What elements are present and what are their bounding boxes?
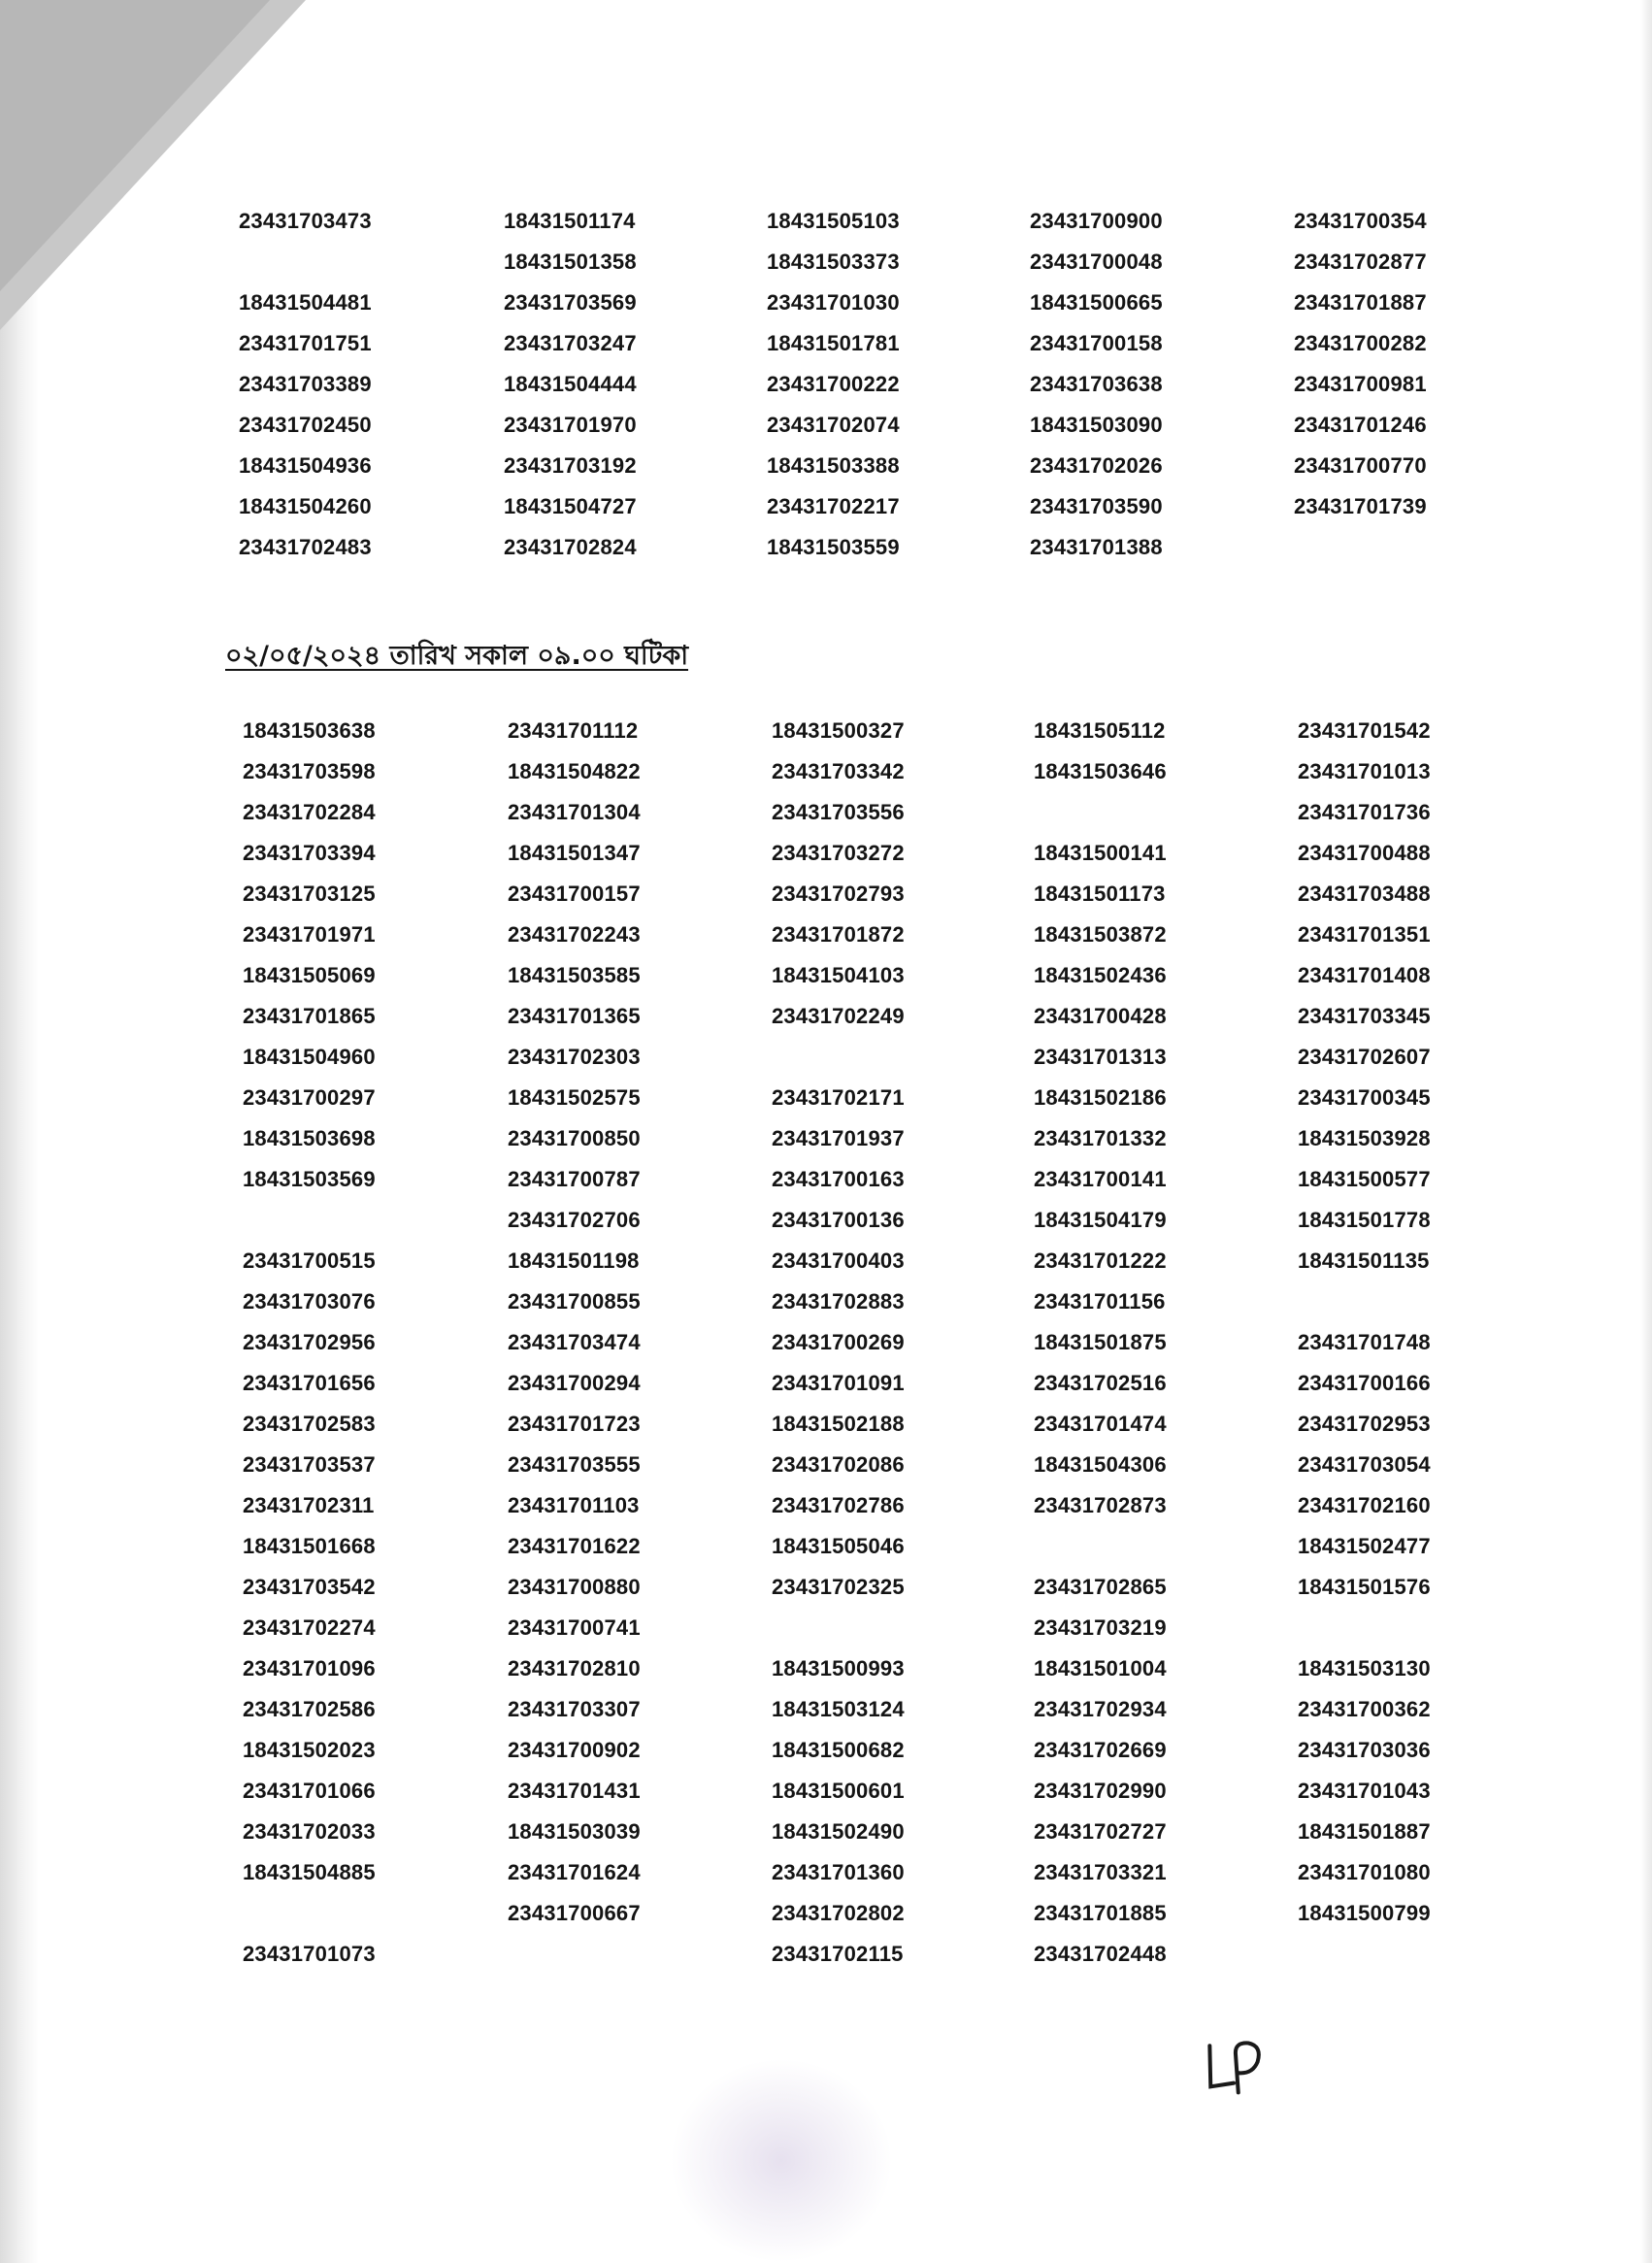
- roll-number: 18431500682: [772, 1738, 905, 1762]
- roll-number: 23431700880: [508, 1575, 641, 1599]
- roll-number: 18431504103: [772, 963, 905, 987]
- roll-number: 18431501173: [1034, 882, 1166, 906]
- roll-number: 23431703219: [1034, 1615, 1167, 1640]
- roll-number: 23431703389: [239, 372, 372, 396]
- roll-number: 23431700269: [772, 1330, 905, 1354]
- roll-number: 23431702115: [772, 1942, 904, 1966]
- roll-number: 23431703394: [243, 841, 376, 865]
- roll-number: 23431703488: [1298, 882, 1431, 906]
- roll-number: 23431702516: [1034, 1371, 1167, 1395]
- roll-number: 18431504444: [504, 372, 637, 396]
- roll-number: 18431501347: [508, 841, 641, 865]
- roll-number: 18431503585: [508, 963, 641, 987]
- roll-number: 23431702607: [1298, 1045, 1431, 1069]
- roll-number: 18431500141: [1034, 841, 1167, 865]
- roll-number: 23431702284: [243, 800, 376, 824]
- roll-number: 23431702274: [243, 1615, 376, 1640]
- roll-number: 23431701885: [1034, 1901, 1167, 1925]
- roll-number: 23431703473: [239, 209, 372, 233]
- roll-number: 23431700362: [1298, 1697, 1431, 1721]
- roll-number: 18431500327: [772, 718, 905, 743]
- roll-number: 23431700157: [508, 882, 641, 906]
- roll-number: 23431702448: [1034, 1942, 1167, 1966]
- roll-number: 23431703272: [772, 841, 905, 865]
- roll-number: 23431702074: [767, 413, 900, 437]
- roll-number: 23431703569: [504, 290, 637, 315]
- roll-number: 23431700488: [1298, 841, 1431, 865]
- roll-number: 18431500993: [772, 1656, 905, 1681]
- roll-number: 23431703556: [772, 800, 905, 824]
- roll-number: 23431701872: [772, 922, 905, 947]
- roll-number: 23431702956: [243, 1330, 376, 1354]
- roll-number: 23431701332: [1034, 1126, 1167, 1150]
- roll-number: 23431700166: [1298, 1371, 1431, 1395]
- roll-number: 23431700136: [772, 1208, 905, 1232]
- roll-number: 18431504179: [1034, 1208, 1167, 1232]
- roll-number: 23431700515: [243, 1248, 376, 1273]
- roll-number: 23431702786: [772, 1493, 905, 1517]
- roll-number: 23431701388: [1030, 535, 1163, 559]
- roll-number: 18431505112: [1034, 718, 1166, 743]
- roll-number: 18431502188: [772, 1412, 905, 1436]
- roll-number: 18431505103: [767, 209, 900, 233]
- roll-number: 23431700048: [1030, 250, 1163, 274]
- roll-number: 23431702802: [772, 1901, 905, 1925]
- roll-number: 18431503124: [772, 1697, 905, 1721]
- roll-number: 23431700855: [508, 1289, 641, 1314]
- roll-number: 18431501174: [504, 209, 636, 233]
- roll-number: 23431702243: [508, 922, 641, 947]
- roll-number: 18431503373: [767, 250, 900, 274]
- roll-number: 23431702586: [243, 1697, 376, 1721]
- roll-number: 18431501668: [243, 1534, 376, 1558]
- roll-number: 23431700850: [508, 1126, 641, 1150]
- roll-number: 23431702810: [508, 1656, 641, 1681]
- roll-number: 23431702706: [508, 1208, 641, 1232]
- roll-number: 23431701304: [508, 800, 641, 824]
- roll-number: 23431702990: [1034, 1779, 1167, 1803]
- roll-number: 23431700158: [1030, 331, 1163, 355]
- roll-number: 23431702793: [772, 882, 905, 906]
- roll-number: 23431701103: [508, 1493, 640, 1517]
- roll-number: 23431700345: [1298, 1085, 1431, 1110]
- roll-number: 23431702033: [243, 1819, 376, 1844]
- roll-number: 23431701360: [772, 1860, 905, 1884]
- roll-number: 18431505069: [243, 963, 376, 987]
- roll-number: 18431501576: [1298, 1575, 1431, 1599]
- folded-corner-shadow: [0, 0, 270, 291]
- roll-number: 18431505046: [772, 1534, 905, 1558]
- roll-number: 23431701723: [508, 1412, 641, 1436]
- roll-number: 23431703598: [243, 759, 376, 783]
- roll-number: 23431702171: [772, 1085, 905, 1110]
- roll-number: 18431501778: [1298, 1208, 1431, 1232]
- roll-number: 23431702865: [1034, 1575, 1167, 1599]
- roll-number: 18431501887: [1298, 1819, 1431, 1844]
- roll-number: 23431701246: [1294, 413, 1427, 437]
- roll-number: 23431701222: [1034, 1248, 1167, 1273]
- handwritten-initial: [1202, 2031, 1284, 2104]
- roll-number: 23431703247: [504, 331, 637, 355]
- roll-number: 18431503638: [243, 718, 376, 743]
- session-heading: ০২/০৫/২০২৪ তারিখ সকাল ০৯.০০ ঘটিকা: [225, 641, 689, 671]
- roll-number: 23431701043: [1298, 1779, 1431, 1803]
- roll-number: 23431703125: [243, 882, 376, 906]
- roll-number: 23431700297: [243, 1085, 376, 1110]
- roll-number: 23431702217: [767, 494, 900, 518]
- roll-number: 18431501004: [1034, 1656, 1167, 1681]
- roll-number: 23431701351: [1298, 922, 1431, 947]
- roll-number: 23431701474: [1034, 1412, 1167, 1436]
- roll-number: 23431701080: [1298, 1860, 1431, 1884]
- roll-number: 23431701751: [239, 331, 372, 355]
- roll-number: 18431504727: [504, 494, 637, 518]
- roll-number: 18431503090: [1030, 413, 1163, 437]
- roll-number: 23431701748: [1298, 1330, 1431, 1354]
- roll-number: 23431701622: [508, 1534, 641, 1558]
- roll-number: 18431502023: [243, 1738, 376, 1762]
- roll-number: 18431503928: [1298, 1126, 1431, 1150]
- roll-number: 18431504822: [508, 759, 641, 783]
- roll-number: 18431503646: [1034, 759, 1167, 783]
- roll-number: 23431703474: [508, 1330, 641, 1354]
- roll-number: 18431503698: [243, 1126, 376, 1150]
- roll-number: 23431701656: [243, 1371, 376, 1395]
- roll-number: 23431701096: [243, 1656, 376, 1681]
- roll-number: 18431504960: [243, 1045, 376, 1069]
- roll-number: 18431501781: [767, 331, 900, 355]
- roll-number: 18431500601: [772, 1779, 905, 1803]
- roll-number: 23431702483: [239, 535, 372, 559]
- roll-number: 23431701970: [504, 413, 637, 437]
- roll-number: 23431701112: [508, 718, 639, 743]
- roll-number: 23431703321: [1034, 1860, 1167, 1884]
- roll-number: 18431502186: [1034, 1085, 1167, 1110]
- roll-number: 23431700900: [1030, 209, 1163, 233]
- roll-number: 23431702727: [1034, 1819, 1167, 1844]
- roll-number: 23431703076: [243, 1289, 376, 1314]
- roll-number: 18431503388: [767, 453, 900, 478]
- roll-number: 18431504306: [1034, 1452, 1167, 1477]
- roll-number: 18431502436: [1034, 963, 1167, 987]
- roll-number: 18431501875: [1034, 1330, 1167, 1354]
- roll-number: 23431701408: [1298, 963, 1431, 987]
- roll-number: 23431701073: [243, 1942, 376, 1966]
- roll-number: 18431504885: [243, 1860, 376, 1884]
- roll-number: 23431700667: [508, 1901, 641, 1925]
- roll-number: 23431702873: [1034, 1493, 1167, 1517]
- roll-number: 18431504260: [239, 494, 372, 518]
- roll-number: 23431702303: [508, 1045, 641, 1069]
- roll-number: 18431502490: [772, 1819, 905, 1844]
- roll-number: 23431700141: [1034, 1167, 1167, 1191]
- roll-number: 23431701624: [508, 1860, 641, 1884]
- roll-number: 23431701431: [508, 1779, 641, 1803]
- roll-number: 23431703192: [504, 453, 637, 478]
- roll-number: 23431702953: [1298, 1412, 1431, 1436]
- roll-number: 18431504481: [239, 290, 372, 315]
- roll-number: 18431503569: [243, 1167, 376, 1191]
- roll-number: 23431703638: [1030, 372, 1163, 396]
- roll-number: 23431700981: [1294, 372, 1427, 396]
- roll-number: 23431701030: [767, 290, 900, 315]
- roll-number: 23431703342: [772, 759, 905, 783]
- roll-number: 23431702086: [772, 1452, 905, 1477]
- roll-number: 18431501135: [1298, 1248, 1430, 1273]
- roll-number: 18431501198: [508, 1248, 640, 1273]
- roll-number: 18431502575: [508, 1085, 641, 1110]
- roll-number: 23431701091: [772, 1371, 905, 1395]
- roll-number: 18431503559: [767, 535, 900, 559]
- roll-number: 23431700294: [508, 1371, 641, 1395]
- roll-number: 23431700902: [508, 1738, 641, 1762]
- roll-number: 23431702325: [772, 1575, 905, 1599]
- roll-number: 23431700787: [508, 1167, 641, 1191]
- roll-number: 23431701313: [1034, 1045, 1167, 1069]
- roll-number: 23431701736: [1298, 800, 1431, 824]
- roll-number: 18431500665: [1030, 290, 1163, 315]
- roll-number: 23431702311: [243, 1493, 375, 1517]
- roll-number: 23431700222: [767, 372, 900, 396]
- roll-number: 23431700282: [1294, 331, 1427, 355]
- roll-number: 23431701971: [243, 922, 376, 947]
- roll-number: 23431701937: [772, 1126, 905, 1150]
- roll-number: 23431702249: [772, 1004, 905, 1028]
- roll-number: 23431700403: [772, 1248, 905, 1273]
- roll-number: 23431701865: [243, 1004, 376, 1028]
- roll-number: 18431503130: [1298, 1656, 1431, 1681]
- roll-number: 23431702669: [1034, 1738, 1167, 1762]
- roll-number: 23431703036: [1298, 1738, 1431, 1762]
- roll-number: 23431701887: [1294, 290, 1427, 315]
- roll-number: 18431501358: [504, 250, 637, 274]
- roll-number: 23431700770: [1294, 453, 1427, 478]
- roll-number: 18431503872: [1034, 922, 1167, 947]
- roll-number: 18431500799: [1298, 1901, 1431, 1925]
- roll-number: 23431703307: [508, 1697, 641, 1721]
- roll-number: 18431502477: [1298, 1534, 1431, 1558]
- roll-number: 23431700163: [772, 1167, 905, 1191]
- roll-number: 23431701542: [1298, 718, 1431, 743]
- roll-number: 23431702583: [243, 1412, 376, 1436]
- roll-number: 23431703054: [1298, 1452, 1431, 1477]
- roll-number: 23431700428: [1034, 1004, 1167, 1028]
- roll-number: 23431703537: [243, 1452, 376, 1477]
- roll-number: 23431701066: [243, 1779, 376, 1803]
- roll-number: 23431703555: [508, 1452, 641, 1477]
- roll-number: 23431700354: [1294, 209, 1427, 233]
- roll-number: 18431504936: [239, 453, 372, 478]
- roll-number: 23431703590: [1030, 494, 1163, 518]
- roll-number: 23431702160: [1298, 1493, 1431, 1517]
- roll-number: 23431702934: [1034, 1697, 1167, 1721]
- roll-number: 23431703345: [1298, 1004, 1431, 1028]
- roll-number: 18431500577: [1298, 1167, 1431, 1191]
- roll-number: 23431702824: [504, 535, 637, 559]
- roll-number: 23431702883: [772, 1289, 905, 1314]
- roll-number: 23431702877: [1294, 250, 1427, 274]
- roll-number: 23431702450: [239, 413, 372, 437]
- roll-number: 23431701013: [1298, 759, 1431, 783]
- roll-number: 23431700741: [508, 1615, 641, 1640]
- roll-number: 23431702026: [1030, 453, 1163, 478]
- scan-smudge: [670, 2058, 893, 2263]
- roll-number: 23431701739: [1294, 494, 1427, 518]
- roll-number: 23431701156: [1034, 1289, 1166, 1314]
- roll-number: 18431503039: [508, 1819, 641, 1844]
- roll-number: 23431703542: [243, 1575, 376, 1599]
- roll-number: 23431701365: [508, 1004, 641, 1028]
